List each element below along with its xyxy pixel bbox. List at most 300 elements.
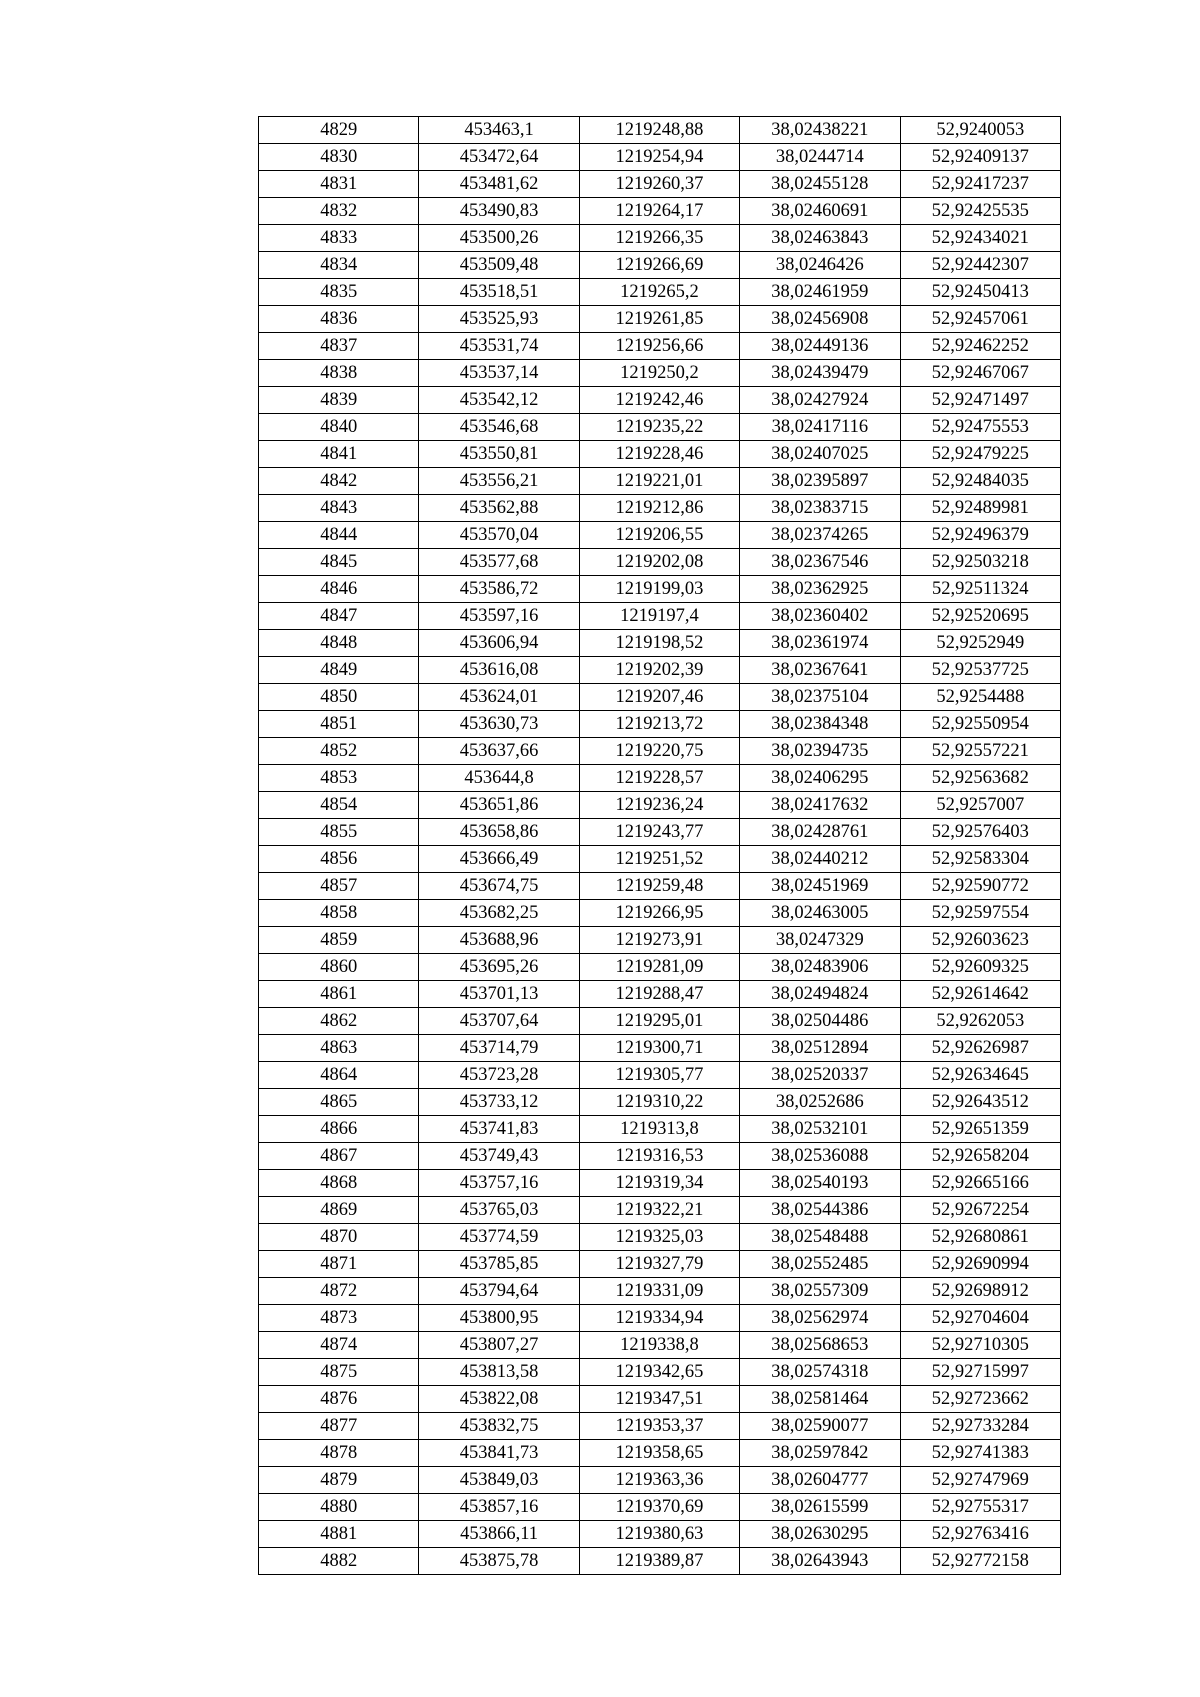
y-coordinate-cell: 1219197,4 [579, 603, 739, 630]
latitude-cell: 52,92772158 [900, 1548, 1060, 1575]
point-number-cell: 4880 [259, 1494, 419, 1521]
x-coordinate-cell: 453658,86 [419, 819, 579, 846]
table-row [259, 792, 1061, 819]
y-coordinate-cell: 1219212,86 [579, 495, 739, 522]
point-number-cell: 4867 [259, 1143, 419, 1170]
table-row [259, 1170, 1061, 1197]
longitude-cell: 38,02520337 [740, 1062, 900, 1089]
longitude-cell: 38,02439479 [740, 360, 900, 387]
y-coordinate-cell: 1219220,75 [579, 738, 739, 765]
longitude-cell: 38,02615599 [740, 1494, 900, 1521]
x-coordinate-cell: 453723,28 [419, 1062, 579, 1089]
x-coordinate-cell: 453472,64 [419, 144, 579, 171]
table-row [259, 765, 1061, 792]
table-row [259, 1413, 1061, 1440]
table-row [259, 630, 1061, 657]
table-row [259, 198, 1061, 225]
longitude-cell: 38,02590077 [740, 1413, 900, 1440]
point-number-cell: 4829 [259, 117, 419, 144]
y-coordinate-cell: 1219363,36 [579, 1467, 739, 1494]
point-number-cell: 4865 [259, 1089, 419, 1116]
y-coordinate-cell: 1219300,71 [579, 1035, 739, 1062]
table-row [259, 306, 1061, 333]
x-coordinate-cell: 453509,48 [419, 252, 579, 279]
table-row [259, 738, 1061, 765]
x-coordinate-cell: 453822,08 [419, 1386, 579, 1413]
x-coordinate-cell: 453490,83 [419, 198, 579, 225]
point-number-cell: 4841 [259, 441, 419, 468]
point-number-cell: 4849 [259, 657, 419, 684]
latitude-cell: 52,92698912 [900, 1278, 1060, 1305]
y-coordinate-cell: 1219342,65 [579, 1359, 739, 1386]
x-coordinate-cell: 453666,49 [419, 846, 579, 873]
latitude-cell: 52,92634645 [900, 1062, 1060, 1089]
table-row [259, 1359, 1061, 1386]
longitude-cell: 38,02552485 [740, 1251, 900, 1278]
latitude-cell: 52,92434021 [900, 225, 1060, 252]
x-coordinate-cell: 453525,93 [419, 306, 579, 333]
x-coordinate-cell: 453637,66 [419, 738, 579, 765]
point-number-cell: 4868 [259, 1170, 419, 1197]
coordinates-table-body [259, 117, 1061, 1575]
y-coordinate-cell: 1219331,09 [579, 1278, 739, 1305]
y-coordinate-cell: 1219380,63 [579, 1521, 739, 1548]
longitude-cell: 38,02362925 [740, 576, 900, 603]
table-row [259, 387, 1061, 414]
x-coordinate-cell: 453701,13 [419, 981, 579, 1008]
latitude-cell: 52,92576403 [900, 819, 1060, 846]
point-number-cell: 4834 [259, 252, 419, 279]
longitude-cell: 38,02581464 [740, 1386, 900, 1413]
y-coordinate-cell: 1219206,55 [579, 522, 739, 549]
point-number-cell: 4855 [259, 819, 419, 846]
longitude-cell: 38,02428761 [740, 819, 900, 846]
x-coordinate-cell: 453857,16 [419, 1494, 579, 1521]
table-row [259, 1143, 1061, 1170]
x-coordinate-cell: 453624,01 [419, 684, 579, 711]
longitude-cell: 38,02395897 [740, 468, 900, 495]
longitude-cell: 38,02383715 [740, 495, 900, 522]
x-coordinate-cell: 453651,86 [419, 792, 579, 819]
longitude-cell: 38,0246426 [740, 252, 900, 279]
x-coordinate-cell: 453741,83 [419, 1116, 579, 1143]
latitude-cell: 52,92475553 [900, 414, 1060, 441]
latitude-cell: 52,92597554 [900, 900, 1060, 927]
longitude-cell: 38,02375104 [740, 684, 900, 711]
coordinates-table [258, 116, 1061, 1575]
table-row [259, 1251, 1061, 1278]
table-row [259, 1305, 1061, 1332]
table-row [259, 414, 1061, 441]
y-coordinate-cell: 1219347,51 [579, 1386, 739, 1413]
latitude-cell: 52,92537725 [900, 657, 1060, 684]
latitude-cell: 52,92557221 [900, 738, 1060, 765]
longitude-cell: 38,02568653 [740, 1332, 900, 1359]
x-coordinate-cell: 453616,08 [419, 657, 579, 684]
longitude-cell: 38,02643943 [740, 1548, 900, 1575]
table-row [259, 819, 1061, 846]
y-coordinate-cell: 1219202,39 [579, 657, 739, 684]
x-coordinate-cell: 453785,85 [419, 1251, 579, 1278]
point-number-cell: 4832 [259, 198, 419, 225]
table-row [259, 1197, 1061, 1224]
x-coordinate-cell: 453707,64 [419, 1008, 579, 1035]
y-coordinate-cell: 1219259,48 [579, 873, 739, 900]
latitude-cell: 52,92425535 [900, 198, 1060, 225]
table-row [259, 1332, 1061, 1359]
longitude-cell: 38,02512894 [740, 1035, 900, 1062]
latitude-cell: 52,92471497 [900, 387, 1060, 414]
y-coordinate-cell: 1219221,01 [579, 468, 739, 495]
y-coordinate-cell: 1219370,69 [579, 1494, 739, 1521]
x-coordinate-cell: 453688,96 [419, 927, 579, 954]
y-coordinate-cell: 1219242,46 [579, 387, 739, 414]
x-coordinate-cell: 453562,88 [419, 495, 579, 522]
y-coordinate-cell: 1219250,2 [579, 360, 739, 387]
table-row [259, 279, 1061, 306]
y-coordinate-cell: 1219265,2 [579, 279, 739, 306]
table-row [259, 711, 1061, 738]
longitude-cell: 38,02557309 [740, 1278, 900, 1305]
latitude-cell: 52,92651359 [900, 1116, 1060, 1143]
longitude-cell: 38,02394735 [740, 738, 900, 765]
longitude-cell: 38,02427924 [740, 387, 900, 414]
table-row [259, 360, 1061, 387]
latitude-cell: 52,92614642 [900, 981, 1060, 1008]
y-coordinate-cell: 1219228,46 [579, 441, 739, 468]
point-number-cell: 4850 [259, 684, 419, 711]
longitude-cell: 38,02440212 [740, 846, 900, 873]
table-row [259, 441, 1061, 468]
point-number-cell: 4877 [259, 1413, 419, 1440]
longitude-cell: 38,02540193 [740, 1170, 900, 1197]
point-number-cell: 4845 [259, 549, 419, 576]
longitude-cell: 38,02438221 [740, 117, 900, 144]
point-number-cell: 4840 [259, 414, 419, 441]
x-coordinate-cell: 453849,03 [419, 1467, 579, 1494]
latitude-cell: 52,9257007 [900, 792, 1060, 819]
point-number-cell: 4833 [259, 225, 419, 252]
point-number-cell: 4853 [259, 765, 419, 792]
latitude-cell: 52,92609325 [900, 954, 1060, 981]
latitude-cell: 52,9262053 [900, 1008, 1060, 1035]
longitude-cell: 38,02456908 [740, 306, 900, 333]
table-row [259, 1089, 1061, 1116]
table-row [259, 603, 1061, 630]
longitude-cell: 38,02483906 [740, 954, 900, 981]
table-row [259, 1467, 1061, 1494]
y-coordinate-cell: 1219338,8 [579, 1332, 739, 1359]
x-coordinate-cell: 453794,64 [419, 1278, 579, 1305]
point-number-cell: 4866 [259, 1116, 419, 1143]
table-row [259, 954, 1061, 981]
y-coordinate-cell: 1219358,65 [579, 1440, 739, 1467]
point-number-cell: 4831 [259, 171, 419, 198]
latitude-cell: 52,92484035 [900, 468, 1060, 495]
longitude-cell: 38,02630295 [740, 1521, 900, 1548]
point-number-cell: 4871 [259, 1251, 419, 1278]
longitude-cell: 38,02361974 [740, 630, 900, 657]
latitude-cell: 52,92755317 [900, 1494, 1060, 1521]
x-coordinate-cell: 453714,79 [419, 1035, 579, 1062]
y-coordinate-cell: 1219236,24 [579, 792, 739, 819]
latitude-cell: 52,92417237 [900, 171, 1060, 198]
x-coordinate-cell: 453556,21 [419, 468, 579, 495]
table-row [259, 225, 1061, 252]
point-number-cell: 4858 [259, 900, 419, 927]
point-number-cell: 4864 [259, 1062, 419, 1089]
latitude-cell: 52,92704604 [900, 1305, 1060, 1332]
x-coordinate-cell: 453606,94 [419, 630, 579, 657]
latitude-cell: 52,92672254 [900, 1197, 1060, 1224]
x-coordinate-cell: 453774,59 [419, 1224, 579, 1251]
longitude-cell: 38,02536088 [740, 1143, 900, 1170]
y-coordinate-cell: 1219353,37 [579, 1413, 739, 1440]
longitude-cell: 38,02463843 [740, 225, 900, 252]
y-coordinate-cell: 1219322,21 [579, 1197, 739, 1224]
latitude-cell: 52,92409137 [900, 144, 1060, 171]
point-number-cell: 4835 [259, 279, 419, 306]
longitude-cell: 38,02455128 [740, 171, 900, 198]
longitude-cell: 38,02417632 [740, 792, 900, 819]
latitude-cell: 52,92723662 [900, 1386, 1060, 1413]
y-coordinate-cell: 1219264,17 [579, 198, 739, 225]
latitude-cell: 52,92747969 [900, 1467, 1060, 1494]
table-row [259, 1008, 1061, 1035]
longitude-cell: 38,02449136 [740, 333, 900, 360]
point-number-cell: 4862 [259, 1008, 419, 1035]
y-coordinate-cell: 1219295,01 [579, 1008, 739, 1035]
longitude-cell: 38,02562974 [740, 1305, 900, 1332]
y-coordinate-cell: 1219198,52 [579, 630, 739, 657]
y-coordinate-cell: 1219207,46 [579, 684, 739, 711]
x-coordinate-cell: 453463,1 [419, 117, 579, 144]
point-number-cell: 4838 [259, 360, 419, 387]
table-row [259, 1035, 1061, 1062]
x-coordinate-cell: 453866,11 [419, 1521, 579, 1548]
latitude-cell: 52,92503218 [900, 549, 1060, 576]
table-row [259, 1494, 1061, 1521]
table-row [259, 657, 1061, 684]
point-number-cell: 4852 [259, 738, 419, 765]
point-number-cell: 4846 [259, 576, 419, 603]
x-coordinate-cell: 453674,75 [419, 873, 579, 900]
y-coordinate-cell: 1219266,69 [579, 252, 739, 279]
longitude-cell: 38,0252686 [740, 1089, 900, 1116]
y-coordinate-cell: 1219325,03 [579, 1224, 739, 1251]
y-coordinate-cell: 1219266,35 [579, 225, 739, 252]
point-number-cell: 4875 [259, 1359, 419, 1386]
y-coordinate-cell: 1219199,03 [579, 576, 739, 603]
y-coordinate-cell: 1219319,34 [579, 1170, 739, 1197]
latitude-cell: 52,9254488 [900, 684, 1060, 711]
table-row [259, 1278, 1061, 1305]
longitude-cell: 38,02367641 [740, 657, 900, 684]
longitude-cell: 38,02406295 [740, 765, 900, 792]
table-row [259, 144, 1061, 171]
longitude-cell: 38,0247329 [740, 927, 900, 954]
x-coordinate-cell: 453733,12 [419, 1089, 579, 1116]
x-coordinate-cell: 453542,12 [419, 387, 579, 414]
y-coordinate-cell: 1219260,37 [579, 171, 739, 198]
latitude-cell: 52,92658204 [900, 1143, 1060, 1170]
table-row [259, 1440, 1061, 1467]
x-coordinate-cell: 453765,03 [419, 1197, 579, 1224]
longitude-cell: 38,02548488 [740, 1224, 900, 1251]
x-coordinate-cell: 453644,8 [419, 765, 579, 792]
point-number-cell: 4844 [259, 522, 419, 549]
point-number-cell: 4839 [259, 387, 419, 414]
y-coordinate-cell: 1219389,87 [579, 1548, 739, 1575]
x-coordinate-cell: 453875,78 [419, 1548, 579, 1575]
longitude-cell: 38,02374265 [740, 522, 900, 549]
latitude-cell: 52,92690994 [900, 1251, 1060, 1278]
point-number-cell: 4836 [259, 306, 419, 333]
longitude-cell: 38,02532101 [740, 1116, 900, 1143]
longitude-cell: 38,02574318 [740, 1359, 900, 1386]
point-number-cell: 4847 [259, 603, 419, 630]
table-row [259, 495, 1061, 522]
y-coordinate-cell: 1219316,53 [579, 1143, 739, 1170]
latitude-cell: 52,92462252 [900, 333, 1060, 360]
table-row [259, 873, 1061, 900]
x-coordinate-cell: 453531,74 [419, 333, 579, 360]
y-coordinate-cell: 1219202,08 [579, 549, 739, 576]
table-row [259, 117, 1061, 144]
longitude-cell: 38,02384348 [740, 711, 900, 738]
longitude-cell: 38,02504486 [740, 1008, 900, 1035]
x-coordinate-cell: 453807,27 [419, 1332, 579, 1359]
point-number-cell: 4876 [259, 1386, 419, 1413]
latitude-cell: 52,92626987 [900, 1035, 1060, 1062]
latitude-cell: 52,92590772 [900, 873, 1060, 900]
point-number-cell: 4837 [259, 333, 419, 360]
longitude-cell: 38,02407025 [740, 441, 900, 468]
table-row [259, 684, 1061, 711]
x-coordinate-cell: 453518,51 [419, 279, 579, 306]
longitude-cell: 38,02367546 [740, 549, 900, 576]
point-number-cell: 4857 [259, 873, 419, 900]
x-coordinate-cell: 453695,26 [419, 954, 579, 981]
table-row [259, 846, 1061, 873]
x-coordinate-cell: 453832,75 [419, 1413, 579, 1440]
table-row [259, 1224, 1061, 1251]
table-row [259, 1116, 1061, 1143]
y-coordinate-cell: 1219248,88 [579, 117, 739, 144]
point-number-cell: 4873 [259, 1305, 419, 1332]
longitude-cell: 38,0244714 [740, 144, 900, 171]
point-number-cell: 4860 [259, 954, 419, 981]
x-coordinate-cell: 453800,95 [419, 1305, 579, 1332]
longitude-cell: 38,02451969 [740, 873, 900, 900]
point-number-cell: 4870 [259, 1224, 419, 1251]
latitude-cell: 52,92741383 [900, 1440, 1060, 1467]
table-row [259, 1548, 1061, 1575]
table-row [259, 1386, 1061, 1413]
latitude-cell: 52,9240053 [900, 117, 1060, 144]
table-row [259, 1521, 1061, 1548]
point-number-cell: 4882 [259, 1548, 419, 1575]
latitude-cell: 52,92511324 [900, 576, 1060, 603]
x-coordinate-cell: 453749,43 [419, 1143, 579, 1170]
y-coordinate-cell: 1219288,47 [579, 981, 739, 1008]
latitude-cell: 52,92583304 [900, 846, 1060, 873]
x-coordinate-cell: 453597,16 [419, 603, 579, 630]
latitude-cell: 52,92733284 [900, 1413, 1060, 1440]
latitude-cell: 52,9252949 [900, 630, 1060, 657]
point-number-cell: 4863 [259, 1035, 419, 1062]
y-coordinate-cell: 1219334,94 [579, 1305, 739, 1332]
y-coordinate-cell: 1219327,79 [579, 1251, 739, 1278]
latitude-cell: 52,92563682 [900, 765, 1060, 792]
y-coordinate-cell: 1219313,8 [579, 1116, 739, 1143]
x-coordinate-cell: 453537,14 [419, 360, 579, 387]
table-row [259, 468, 1061, 495]
table-row [259, 981, 1061, 1008]
x-coordinate-cell: 453630,73 [419, 711, 579, 738]
point-number-cell: 4843 [259, 495, 419, 522]
latitude-cell: 52,92520695 [900, 603, 1060, 630]
point-number-cell: 4856 [259, 846, 419, 873]
longitude-cell: 38,02461959 [740, 279, 900, 306]
latitude-cell: 52,92467067 [900, 360, 1060, 387]
table-row [259, 576, 1061, 603]
table-row [259, 900, 1061, 927]
longitude-cell: 38,02604777 [740, 1467, 900, 1494]
x-coordinate-cell: 453841,73 [419, 1440, 579, 1467]
longitude-cell: 38,02494824 [740, 981, 900, 1008]
y-coordinate-cell: 1219310,22 [579, 1089, 739, 1116]
longitude-cell: 38,02597842 [740, 1440, 900, 1467]
table-row [259, 171, 1061, 198]
y-coordinate-cell: 1219254,94 [579, 144, 739, 171]
y-coordinate-cell: 1219266,95 [579, 900, 739, 927]
latitude-cell: 52,92715997 [900, 1359, 1060, 1386]
table-row [259, 333, 1061, 360]
x-coordinate-cell: 453577,68 [419, 549, 579, 576]
point-number-cell: 4879 [259, 1467, 419, 1494]
point-number-cell: 4859 [259, 927, 419, 954]
table-row [259, 1062, 1061, 1089]
point-number-cell: 4872 [259, 1278, 419, 1305]
longitude-cell: 38,02544386 [740, 1197, 900, 1224]
longitude-cell: 38,02460691 [740, 198, 900, 225]
point-number-cell: 4861 [259, 981, 419, 1008]
point-number-cell: 4851 [259, 711, 419, 738]
y-coordinate-cell: 1219213,72 [579, 711, 739, 738]
latitude-cell: 52,92603623 [900, 927, 1060, 954]
longitude-cell: 38,02463005 [740, 900, 900, 927]
x-coordinate-cell: 453550,81 [419, 441, 579, 468]
point-number-cell: 4874 [259, 1332, 419, 1359]
x-coordinate-cell: 453813,58 [419, 1359, 579, 1386]
x-coordinate-cell: 453500,26 [419, 225, 579, 252]
y-coordinate-cell: 1219243,77 [579, 819, 739, 846]
x-coordinate-cell: 453586,72 [419, 576, 579, 603]
y-coordinate-cell: 1219305,77 [579, 1062, 739, 1089]
latitude-cell: 52,92550954 [900, 711, 1060, 738]
point-number-cell: 4842 [259, 468, 419, 495]
point-number-cell: 4869 [259, 1197, 419, 1224]
table-row [259, 522, 1061, 549]
latitude-cell: 52,92665166 [900, 1170, 1060, 1197]
y-coordinate-cell: 1219228,57 [579, 765, 739, 792]
y-coordinate-cell: 1219281,09 [579, 954, 739, 981]
x-coordinate-cell: 453570,04 [419, 522, 579, 549]
latitude-cell: 52,92496379 [900, 522, 1060, 549]
y-coordinate-cell: 1219251,52 [579, 846, 739, 873]
latitude-cell: 52,92680861 [900, 1224, 1060, 1251]
